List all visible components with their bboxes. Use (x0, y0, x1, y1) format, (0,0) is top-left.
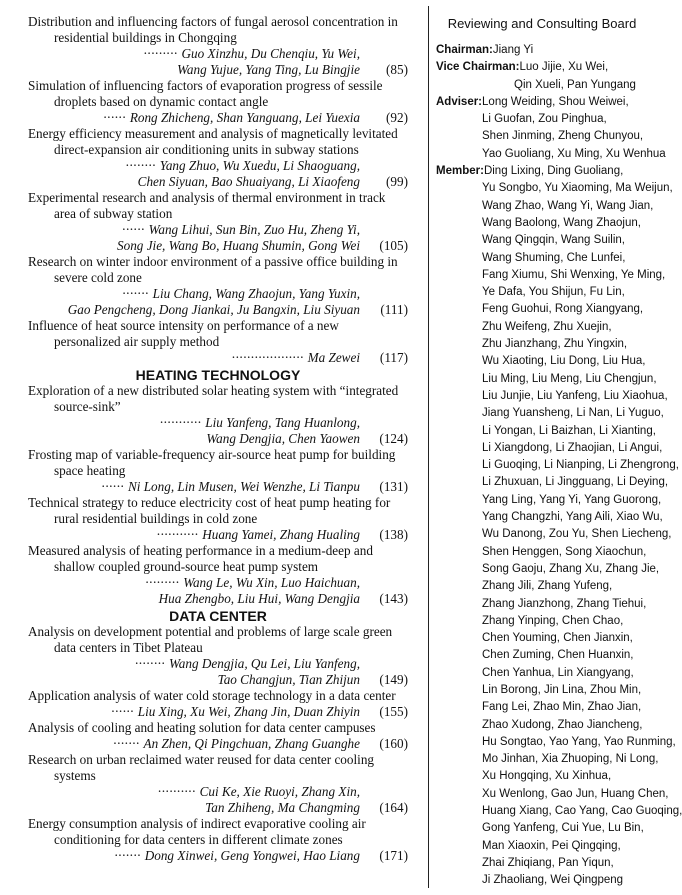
member-names: Fang Xiumu, Shi Wenxing, Ye Ming, (482, 268, 666, 281)
article-title: Energy efficiency measurement and analysis of magnetically levitated direct-expansion air conditioning units in subway stations (28, 126, 398, 157)
leader-dots: ······ (103, 110, 130, 125)
article-title: Simulation of influencing factors of evaporation progress of sessile droplets based on dynamic contact angle (28, 78, 383, 109)
leader-dots: ········ (125, 158, 160, 173)
author-names: Hua Zhengbo, Liu Hui, Wang Dengjia (158, 591, 360, 606)
board-role (436, 163, 682, 889)
toc-entry[interactable] (28, 688, 408, 720)
page-number: (149) (379, 672, 408, 687)
member-names: Li Zhuxuan, Li Jingguang, Li Deying, (482, 476, 669, 489)
article-title: Research on urban reclaimed water reused for data center cooling systems (28, 752, 375, 783)
author-names: Wang Dengjia, Qu Lei, Liu Yanfeng, (169, 656, 360, 671)
toc-entry[interactable] (28, 816, 408, 864)
author-names: Liu Yanfeng, Tang Huanlong, (205, 415, 360, 430)
leader-dots: ······· (122, 286, 153, 301)
author-names: Gao Pengcheng, Dong Jiankai, Ju Bangxin, Liu Siyuan (67, 302, 360, 317)
toc-entry[interactable] (28, 752, 408, 816)
member-names: Feng Guohui, Rong Xiangyang, (482, 303, 644, 316)
member-names: Wang Zhao, Wang Yi, Wang Jian, (482, 199, 654, 212)
member-names: Zhang Yinping, Chen Chao, (482, 614, 624, 627)
leader-dots: ··········· (156, 527, 203, 542)
article-title: Measured analysis of heating performance in a medium-deep and shallow coupled ground-source heat pump system (28, 543, 373, 574)
board-roles (436, 42, 682, 890)
board-role (436, 59, 648, 94)
table-of-contents (28, 14, 408, 864)
page-number: (105) (379, 238, 408, 253)
member-names: Wang Qingqin, Wang Suilin, (482, 234, 625, 247)
board-role (436, 94, 666, 163)
role-label: Adviser: (436, 95, 483, 108)
page-number: (99) (386, 174, 408, 189)
author-names: Dong Xinwei, Geng Yongwei, Hao Liang (144, 848, 360, 863)
member-names: Fang Lei, Zhao Min, Zhao Jian, (482, 701, 642, 714)
toc-entry[interactable] (28, 383, 408, 447)
author-names: An Zhen, Qi Pingchuan, Zhang Guanghe (143, 736, 360, 751)
author-names: Guo Xinzhu, Du Chenqiu, Yu Wei, (181, 46, 360, 61)
article-title: Energy consumption analysis of indirect evaporative cooling air conditioning for data centers in different climate zones (28, 816, 366, 847)
member-names: Yang Changzhi, Yang Aili, Xiao Wu, (482, 511, 663, 524)
board-role (436, 42, 648, 59)
article-title: Technical strategy to reduce electricity cost of heat pump heating for rural residential buildings in cold zone (28, 495, 391, 526)
leader-dots: ······· (114, 848, 145, 863)
member-names: Li Guofan, Zou Pinghua, (482, 113, 607, 126)
member-names: Wang Baolong, Wang Zhaojun, (482, 216, 641, 229)
toc-entry[interactable] (28, 543, 408, 607)
author-names: Tao Changjun, Tian Zhijun (217, 672, 360, 687)
author-names: Chen Siyuan, Bao Shuaiyang, Li Xiaofeng (137, 174, 360, 189)
toc-entry[interactable] (28, 318, 408, 366)
leader-dots: ··········· (159, 415, 206, 430)
reviewing-board (436, 14, 682, 890)
author-names: Huang Yamei, Zhang Hualing (202, 527, 360, 542)
author-names: Liu Xing, Xu Wei, Zhang Jin, Duan Zhiyin (137, 704, 360, 719)
member-names: Wang Shuming, Che Lunfei, (482, 251, 626, 264)
member-names: Gong Yanfeng, Cui Yue, Lu Bin, (482, 822, 644, 835)
member-names: Zhai Zhiqiang, Pan Yiqun, (482, 856, 614, 869)
page-number: (111) (380, 302, 408, 317)
author-names: Yang Zhuo, Wu Xuedu, Li Shaoguang, (159, 158, 360, 173)
author-names: Tan Zhiheng, Ma Changming (205, 800, 360, 815)
member-names: Liu Junjie, Liu Yanfeng, Liu Xiaohua, (482, 389, 668, 402)
member-names: Ji Zhaoliang, Wei Qingpeng (482, 874, 624, 887)
member-names: Liu Ming, Liu Meng, Liu Chengjun, (482, 372, 657, 385)
page-number: (171) (379, 848, 408, 863)
member-names: Long Weiding, Shou Weiwei, (482, 95, 629, 108)
leader-dots: ··················· (231, 350, 308, 365)
leader-dots: ········· (145, 575, 184, 590)
member-names: Li Yongan, Li Baizhan, Li Xianting, (482, 424, 656, 437)
leader-dots: ·········· (157, 784, 200, 799)
page-number: (131) (379, 479, 408, 494)
article-title: Research on winter indoor environment of a passive office building in severe cold zone (28, 254, 398, 285)
page-number: (143) (379, 591, 408, 606)
member-names: Zhang Jianzhong, Zhang Tiehui, (482, 597, 647, 610)
member-names: Hu Songtao, Yao Yang, Yao Runming, (482, 735, 676, 748)
member-names: Li Guoqing, Li Nianping, Li Zhengrong, (482, 459, 679, 472)
role-label: Chairman: (436, 44, 493, 56)
member-names: Ding Lixing, Ding Guoliang, (483, 165, 624, 178)
section-heading: HEATING TECHNOLOGY (135, 367, 301, 383)
article-title: Influence of heat source intensity on performance of a new personalized air supply method (28, 318, 339, 349)
member-names: Chen Yanhua, Lin Xiangyang, (482, 666, 634, 679)
author-names: Song Jie, Wang Bo, Huang Shumin, Gong Wei (117, 238, 360, 253)
member-names: Shen Henggen, Song Xiaochun, (482, 545, 647, 558)
article-title: Frosting map of variable-frequency air-source heat pump for building space heating (28, 447, 396, 478)
member-names: Wu Xiaoting, Liu Dong, Liu Hua, (482, 355, 646, 368)
member-names: Zhu Jianzhang, Zhu Yingxin, (482, 338, 628, 351)
leader-dots: ······· (113, 736, 144, 751)
page-number: (160) (379, 736, 408, 751)
member-names: Yu Songbo, Yu Xiaoming, Ma Weijun, (482, 182, 673, 195)
member-names: Zhao Xudong, Zhao Jiancheng, (482, 718, 643, 731)
toc-entry[interactable] (28, 447, 408, 495)
role-label: Vice Chairman: (436, 61, 520, 74)
member-names: Xu Wenlong, Gao Jun, Huang Chen, (482, 787, 669, 800)
role-label: Member: (436, 165, 484, 178)
member-names: Mo Jinhan, Xia Zhuoping, Ni Long, (482, 753, 659, 766)
author-names: Liu Chang, Wang Zhaojun, Yang Yuxin, (152, 286, 360, 301)
author-names: Wang Yujue, Yang Ting, Lu Bingjie (177, 62, 360, 77)
toc-entry[interactable] (28, 624, 408, 688)
member-names: Lin Borong, Jin Lina, Zhou Min, (482, 683, 642, 696)
member-names: Jiang Yuansheng, Li Nan, Li Yuguo, (482, 407, 664, 420)
member-names: Ye Dafa, You Shijun, Fu Lin, (482, 286, 625, 299)
leader-dots: ········· (143, 46, 182, 61)
leader-dots: ········ (134, 656, 169, 671)
leader-dots: ······ (101, 479, 128, 494)
page-number: (124) (379, 431, 408, 446)
author-names: Ni Long, Lin Musen, Wei Wenzhe, Li Tianpu (127, 479, 360, 494)
section-heading: DATA CENTER (169, 608, 267, 624)
member-names: Li Xiangdong, Li Zhaojian, Li Angui, (482, 441, 663, 454)
member-names: Luo Jijie, Xu Wei, (519, 61, 609, 74)
board-title: Reviewing and Consulting Board (447, 16, 637, 31)
member-names: Zhu Weifeng, Zhu Xuejin, (482, 320, 612, 333)
author-names: Wang Le, Wu Xin, Luo Haichuan, (183, 575, 360, 590)
member-names: Zhang Jili, Zhang Yufeng, (482, 580, 613, 593)
article-title: Analysis of cooling and heating solution for data center campuses (28, 720, 376, 735)
page-number: (92) (386, 110, 408, 125)
member-names: Wu Danong, Zou Yu, Shen Liecheng, (482, 528, 672, 541)
author-names: Rong Zhicheng, Shan Yanguang, Lei Yuexia (129, 110, 360, 125)
page-number: (164) (379, 800, 408, 815)
page-number: (85) (386, 62, 408, 77)
leader-dots: ······ (122, 222, 149, 237)
column-divider (428, 6, 429, 888)
author-names: Cui Ke, Xie Ruoyi, Zhang Xin, (199, 784, 360, 799)
member-names: Yao Guoliang, Xu Ming, Xu Wenhua (482, 147, 666, 160)
article-title: Analysis on development potential and problems of large scale green data centers in Tibet Plateau (28, 624, 393, 655)
member-names: Song Gaoju, Zhang Xu, Zhang Jie, (482, 562, 660, 575)
member-names: Huang Xiang, Cao Yang, Cao Guoqing, (482, 805, 682, 818)
article-title: Experimental research and analysis of thermal environment in track area of subway station (28, 190, 386, 221)
member-names: Xu Hongqing, Xu Xinhua, (482, 770, 612, 783)
member-names: Chen Youming, Chen Jianxin, (482, 632, 633, 645)
member-names: Jiang Yi (492, 44, 534, 56)
author-names: Wang Dengjia, Chen Yaowen (206, 431, 360, 446)
toc-entry[interactable] (28, 254, 408, 318)
page-number: (117) (379, 350, 408, 365)
toc-entry[interactable] (28, 78, 408, 126)
member-names: Man Xiaoxin, Pei Qingqing, (482, 839, 621, 852)
toc-entry[interactable] (28, 720, 408, 752)
toc-entry[interactable] (28, 190, 408, 254)
author-names: Wang Lihui, Sun Bin, Zuo Hu, Zheng Yi, (148, 222, 360, 237)
member-names: Chen Zuming, Chen Huanxin, (482, 649, 634, 662)
toc-entry[interactable] (28, 126, 408, 190)
toc-entry[interactable] (28, 495, 408, 543)
toc-entry[interactable] (28, 14, 408, 78)
page-number: (155) (379, 704, 408, 719)
author-names: Ma Zewei (307, 350, 360, 365)
page-number: (138) (379, 527, 408, 542)
article-title: Application analysis of water cold storage technology in a data center (28, 688, 396, 703)
leader-dots: ······ (111, 704, 138, 719)
article-title: Distribution and influencing factors of fungal aerosol concentration in residential buildings in Chongqing (28, 14, 398, 45)
member-names: Qin Xueli, Pan Yungang (514, 78, 636, 91)
member-names: Shen Jinming, Zheng Chunyou, (482, 130, 644, 143)
article-title: Exploration of a new distributed solar heating system with “integrated source-sink” (28, 383, 399, 414)
member-names: Yang Ling, Yang Yi, Yang Guorong, (482, 493, 662, 506)
